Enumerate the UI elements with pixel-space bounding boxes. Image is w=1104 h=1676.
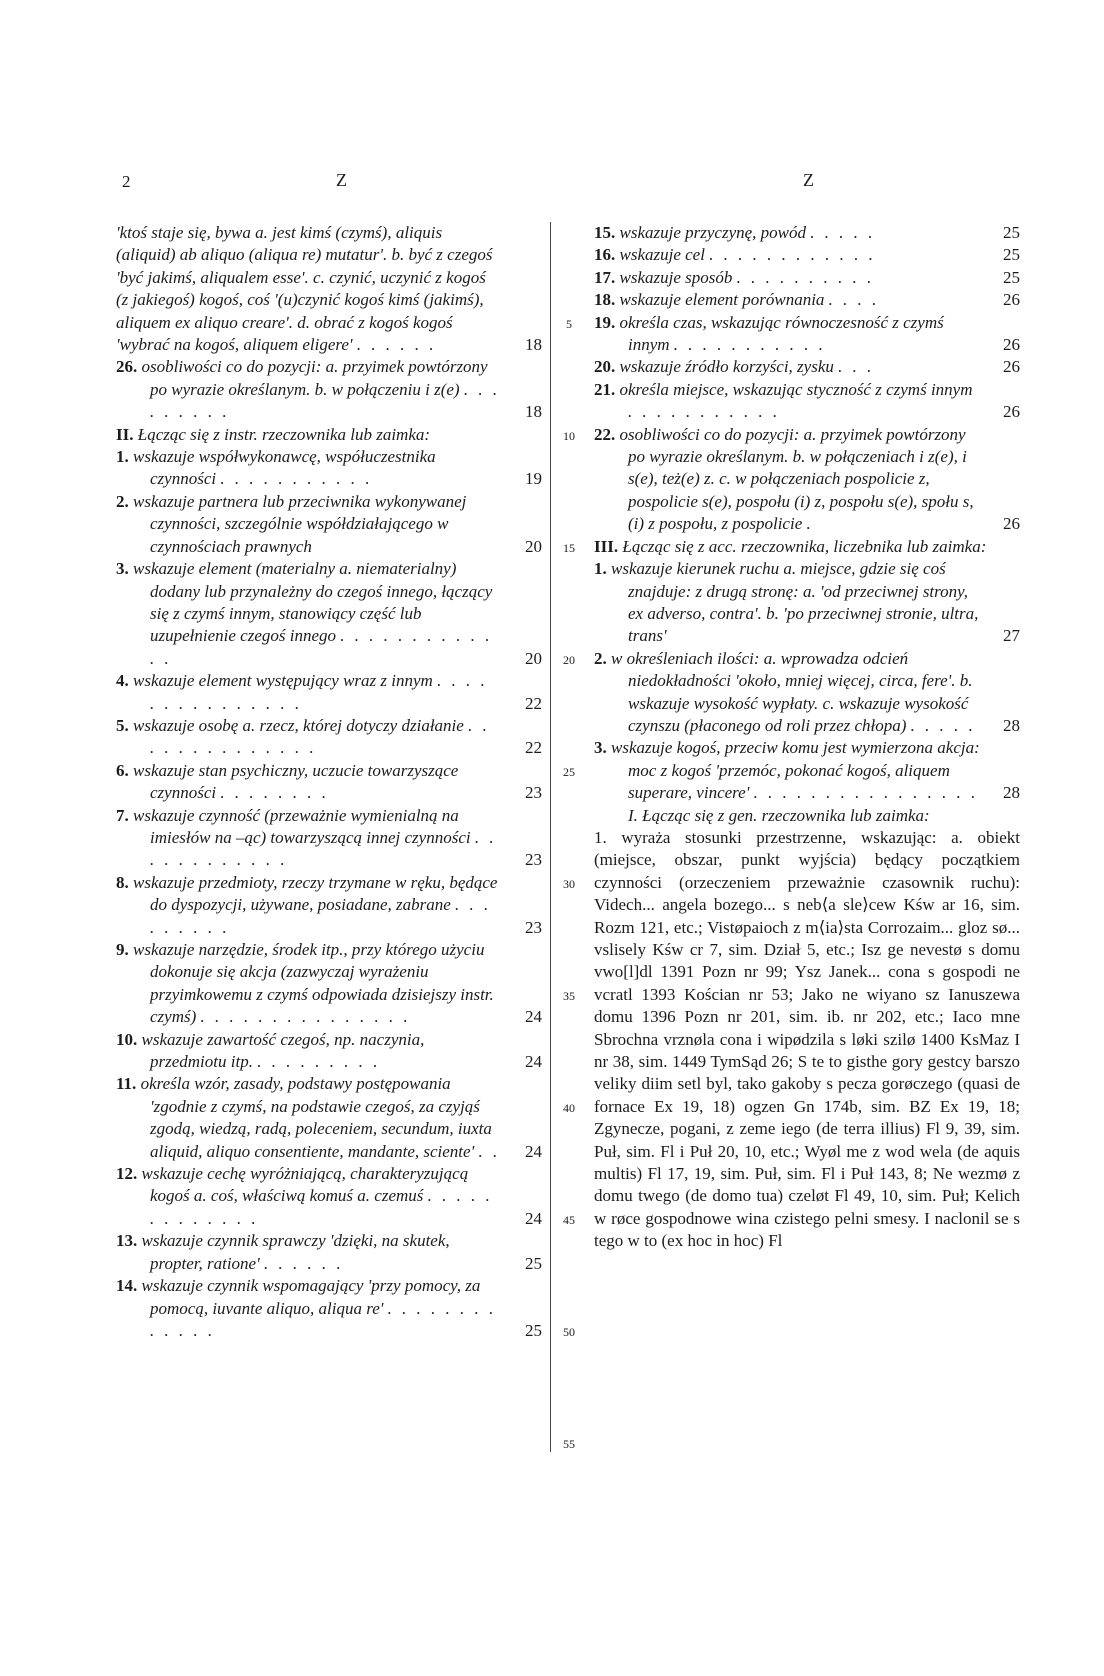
leader-dots: . . . . . . (263, 1253, 344, 1273)
entry-text (116, 356, 542, 423)
outline-entry (116, 1029, 542, 1074)
entry-description: Łącząc się z instr. rzeczownika lub zaimka: (137, 424, 431, 444)
page-reference: 26 (1003, 290, 1020, 310)
entry-number: 2. (116, 491, 129, 511)
entry-text (594, 267, 1020, 289)
outline-entry (594, 536, 1020, 558)
leader-dots: . . . . . . . . . . (736, 267, 875, 287)
entry-description: 1. wyraża stosunki przestrzenne, wskazując: a. obiekt (miejsce, obszar, punkt wyjścia) będący początkiem czynności (orzeczeniem przeważnie czasownik ruchu): Videch... angela bozego... s neb⟨a sle⟩cew Kśw ar 16, sim. Rozm 121, etc.; Vistøpaioch z m⟨ia⟩sta Corrozaim... gloz sø... vslisely Kśw cr 7, sim. Dział 5, etc.; Isz ge nevestø s domu vwo[l]dl 1391 Pozn nr 99; Ysz Janek... cona s gospodi ne vcratl 1393 Kościan nr 53; Jako ne wiyano sz Ianuszewa domu 1396 Pozn nr 201, sim. ib. nr 202, etc.; Iaco mne Sbrochna vrznøla cona i wipødzila s løki szilø 1400 KsMaz I nr 38, sim. 1449 TymSąd 26; S te to gisthe gory gestcy barszo veliky diim setl byl, tako gakoby s pecza gorøczego (quasi de fornace Ex 19, 18) ogzen Gn 174b, sim. BZ Ex 19, 18; Zgynecze, pogani, z zeme iego (de terra illius) Fl 9, 39, sim. Puł, sim. Fl i Puł 20, 10, etc.; Wyøl me z wod wela (de aquis multis) Fl 17, 19, sim. Puł, sim. Fl i Puł 143, 8; Ne wezmø z domu twego (de domo tua) czeløt Fl 49, 10, sim. Puł; Kelich w røce gospodnowe wina czistego pelni smesy. I naclonil se s tego w to (ex hoc in hoc) Fl (594, 827, 1020, 1251)
leader-dots: . . (478, 1141, 501, 1161)
leader-dots: . . . . . . . . . . . . . (150, 1186, 493, 1228)
line-number: 20 (563, 653, 575, 667)
leader-dots: . . . (838, 357, 875, 377)
entry-description: wskazuje współwykonawcę, współuczestnika czynności (133, 447, 436, 489)
entry-number: 2. (594, 648, 607, 668)
outline-entry (116, 1230, 542, 1275)
outline-entry (594, 827, 1020, 1253)
line-number: 15 (563, 541, 575, 555)
entry-text (594, 558, 1020, 648)
leader-dots: . . . . . . . . . . . . . . . (200, 1007, 411, 1027)
column-divider (550, 222, 551, 1452)
entry-text (116, 805, 542, 872)
entry-description: określa czas, wskazując równoczesność z czymś innym (619, 312, 944, 355)
outline-entry (116, 805, 542, 872)
entry-text (594, 244, 1020, 266)
page-reference: 19 (525, 469, 542, 489)
entry-description: wskazuje element występujący wraz z innym (133, 671, 433, 691)
left-column (116, 222, 542, 1342)
entry-number: 15. (594, 223, 616, 242)
entry-text (116, 715, 542, 760)
outline-entry (594, 737, 1020, 804)
line-number: 25 (563, 765, 575, 779)
outline-entry (116, 222, 542, 356)
line-number: 30 (563, 877, 575, 891)
entry-description: 'ktoś staje się, bywa a. jest kimś (czymś), aliquis (aliquid) ab aliquo (aliqua re) mutatur'. b. być z czegoś 'być jakimś, aliqualem esse'. c. czynić, uczynić z kogoś (z jakiegoś) kogoś, coś '(u)czynić kogoś kimś (jakimś), aliquem ex aliquo creare'. d. obrać z kogoś kogoś 'wybrać na kogoś, aliquem eligere' (116, 223, 493, 355)
page-reference: 25 (1003, 223, 1020, 242)
page-reference: 18 (525, 335, 542, 355)
entry-description: określa miejsce, wskazując styczność z czymś innym (619, 379, 973, 399)
entry-number: 1. (116, 447, 129, 467)
outline-entry (116, 446, 542, 491)
outline-entry (594, 805, 1020, 827)
page-reference: 23 (525, 850, 542, 870)
page-reference: 24 (525, 1052, 542, 1072)
entry-text (594, 648, 1020, 738)
entry-description: w określeniach ilości: a. wprowadza odcień niedokładności 'około, mniej więcej, circa, fere'. b. wskazuje wysokość wypłaty. c. wskazuje wysokość czynszu (płaconego od roli przez chłopa) (611, 648, 973, 735)
outline-entry (116, 356, 542, 423)
entry-text (116, 558, 542, 670)
outline-entry (116, 1163, 542, 1230)
entry-description: wskazuje zawartość czegoś, np. naczynia, przedmiotu itp. (141, 1029, 425, 1072)
page-reference: 23 (525, 783, 542, 803)
outline-entry (594, 267, 1020, 289)
leader-dots: . . . . . . . . . . . (220, 469, 373, 489)
page-reference: 25 (1003, 245, 1020, 265)
entry-text (594, 379, 1020, 424)
leader-dots: . . . . . . . . . . . (673, 335, 827, 355)
leader-dots: . . . . . . . . . (150, 895, 492, 937)
entry-text (594, 805, 1020, 827)
outline-entry (594, 424, 1020, 536)
leader-dots: . . . . . (810, 223, 876, 242)
entry-text (594, 536, 1020, 558)
outline-entry (594, 312, 1020, 357)
line-number: 5 (566, 317, 572, 331)
page-reference: 22 (525, 693, 542, 713)
leader-dots: . . . . . . . . . (257, 1052, 381, 1072)
entry-description: wskazuje czynność (przeważnie wymienialną na imiesłów na –ąc) towarzyszącą innej czynności (133, 805, 471, 847)
entry-description: wskazuje element (materialny a. niematerialny) dodany lub przynależny do czegoś innego, łączący się z czymś innym, stanowiący część lub uzupełnienie czegoś innego (133, 559, 493, 646)
leader-dots: . . . . . . . . . . . . (150, 827, 497, 870)
outline-entry (116, 939, 542, 1029)
page-reference: 24 (525, 1208, 542, 1228)
page-number: 2 (122, 172, 131, 191)
entry-text (116, 424, 542, 446)
outline-entry (116, 760, 542, 805)
page-reference: 18 (525, 402, 542, 422)
page-reference: 26 (1003, 514, 1020, 534)
line-number: 35 (563, 989, 575, 1003)
outline-entry (594, 379, 1020, 424)
entry-text (116, 1230, 542, 1275)
leader-dots: . . . . . . . . . . . . . . (150, 715, 490, 758)
entry-number: 3. (594, 738, 607, 758)
outline-entry (116, 424, 542, 446)
entry-number: 10. (116, 1029, 138, 1049)
entry-text (594, 312, 1020, 357)
entry-description: wskazuje element porównania (619, 290, 825, 310)
entry-description: wskazuje kogoś, przeciw komu jest wymierzona akcja: moc z kogoś 'przemóc, pokonać kogoś, aliquem superare, vincere' (611, 738, 980, 803)
entry-description: wskazuje kierunek ruchu a. miejsce, gdzie się coś znajduje: z drugą stronę: a. 'od przeciwnej strony, ex adverso, contra'. b. 'po przeciwnej stronie, ultra, trans' (611, 559, 979, 646)
entry-text (116, 1163, 542, 1230)
leader-dots: . . . . . . . . . . . (628, 402, 781, 422)
left-column-heading: Z (336, 170, 347, 190)
page-reference: 26 (1003, 335, 1020, 355)
page-reference: 25 (525, 1320, 542, 1340)
entry-text (116, 670, 542, 715)
page-reference: 26 (1003, 357, 1020, 377)
entry-description: Łącząc się z acc. rzeczownika, liczebnika lub zaimka: (622, 536, 987, 556)
entry-number: 22. (594, 424, 616, 444)
entry-number: 26. (116, 357, 138, 377)
leader-dots: . . . . . . . . (220, 783, 330, 803)
entry-number: 16. (594, 245, 616, 265)
entry-description: I. Łącząc się z gen. rzeczownika lub zaimka: (628, 805, 930, 825)
leader-dots: . . . . (828, 290, 880, 310)
entry-text (116, 872, 542, 939)
entry-description: wskazuje osobę a. rzecz, której dotyczy działanie (133, 715, 464, 735)
entry-description: wskazuje przedmioty, rzeczy trzymane w ręku, będące do dyspozycji, używane, posiadane, zabrane (133, 872, 498, 915)
entry-number: II. (116, 424, 134, 444)
entry-number: 1. (594, 559, 607, 579)
entry-text (116, 491, 542, 558)
entry-text (594, 222, 1020, 244)
leader-dots: . . . . . . . . . . . . . (150, 626, 493, 668)
leader-dots: . . . . . . . . . (150, 379, 501, 422)
entry-number: 17. (594, 267, 616, 287)
entry-number: 11. (116, 1074, 137, 1094)
entry-description: wskazuje cechę wyróżniającą, charakteryzującą kogoś a. coś, właściwą komuś a. czemuś (141, 1164, 469, 1206)
line-number: 50 (563, 1325, 575, 1339)
page-reference: 23 (525, 917, 542, 937)
entry-text (594, 737, 1020, 804)
page-reference: 24 (525, 1007, 542, 1027)
entry-description: wskazuje czynnik wspomagający 'przy pomocy, za pomocą, iuvante aliquo, aliqua re' (141, 1276, 481, 1318)
entry-description: wskazuje sposób (619, 267, 733, 287)
page-reference: 25 (1003, 267, 1020, 287)
entry-description: osobliwości co do pozycji: a. przyimek powtórzony po wyrazie określanym. b. w połączeniach i z(e), i s(e), też(e) z. c. w połączeniach pospolicie z, pospolicie s(e), pospołu (i) z, pospołu s(e), społu s, (i) z pospołu, z pospolicie (619, 424, 974, 534)
page-reference: 20 (525, 536, 542, 556)
entry-number: 8. (116, 872, 129, 892)
page-reference: 22 (525, 738, 542, 758)
entry-description: wskazuje źródło korzyści, zysku (619, 357, 834, 377)
entry-text (116, 1029, 542, 1074)
entry-number: 19. (594, 312, 616, 332)
entry-number: III. (594, 536, 619, 556)
entry-description: wskazuje stan psychiczny, uczucie towarzyszące czynności (133, 760, 459, 803)
line-number: 55 (563, 1437, 575, 1451)
outline-entry (594, 648, 1020, 738)
outline-entry (594, 222, 1020, 244)
page-reference: 28 (1003, 715, 1020, 735)
entry-text (594, 424, 1020, 536)
leader-dots: . . . . . (910, 715, 976, 735)
entry-description: wskazuje cel (619, 245, 705, 265)
entry-number: 6. (116, 760, 129, 780)
entry-description: wskazuje narzędzie, środek itp., przy którego użyciu dokonuje się akcja (zazwyczaj wyrażeniu przyimkowemu z czymś odpowiada dzisiejszy instr. czymś) (133, 940, 494, 1027)
page-reference: 25 (525, 1253, 542, 1273)
entry-number: 20. (594, 357, 616, 377)
entry-number: 4. (116, 671, 129, 691)
leader-dots: . . . . . . (356, 335, 437, 355)
page-reference: 27 (1003, 626, 1020, 646)
entry-text (116, 760, 542, 805)
leader-dots: . . . . . . . . . . . . . . . (150, 671, 488, 713)
outline-entry (116, 1275, 542, 1342)
entry-number: 12. (116, 1164, 138, 1184)
entry-text (116, 222, 542, 356)
page-reference: 26 (1003, 402, 1020, 422)
outline-entry (116, 670, 542, 715)
entry-text (594, 289, 1020, 311)
outline-entry (116, 715, 542, 760)
page-reference: 24 (525, 1141, 542, 1161)
line-number: 40 (563, 1101, 575, 1115)
entry-text (116, 1073, 542, 1163)
entry-text (116, 446, 542, 491)
entry-number: 18. (594, 290, 616, 310)
entry-description: wskazuje czynnik sprawczy 'dzięki, na skutek, propter, ratione' (141, 1231, 450, 1273)
outline-entry (594, 244, 1020, 266)
entry-description: wskazuje przyczynę, powód (619, 223, 807, 242)
entry-description: określa wzór, zasady, podstawy postępowania 'zgodnie z czymś, na podstawie czegoś, za czyjąś zgodą, wiedzą, radą, poleceniem, secundum, iuxta aliquid, aliquo consentiente, mandante, sciente' (140, 1074, 492, 1161)
leader-dots: . . . . . . . . . . . . . . . . (753, 783, 979, 803)
entry-text (594, 356, 1020, 378)
outline-entry (116, 1073, 542, 1163)
right-column (594, 222, 1020, 1253)
entry-description: osobliwości co do pozycji: a. przyimek powtórzony po wyrazie określanym. b. w połączeniu i z(e) (141, 357, 488, 399)
outline-entry (594, 558, 1020, 648)
entry-number: 14. (116, 1276, 138, 1296)
entry-description: wskazuje partnera lub przeciwnika wykonywanej czynności, szczególnie współdziałającego w czynnościach prawnych (133, 491, 467, 556)
entry-text (594, 827, 1020, 1253)
page-reference: 20 (525, 648, 542, 668)
leader-dots: . . . . . . . . . . . . . (150, 1298, 497, 1340)
outline-entry (594, 356, 1020, 378)
page-reference: 28 (1003, 783, 1020, 803)
outline-entry (594, 289, 1020, 311)
entry-number: 13. (116, 1231, 138, 1251)
right-column-heading: Z (803, 170, 814, 190)
leader-dots: . . . . . . . . . . . . (709, 245, 876, 265)
outline-entry (116, 558, 542, 670)
leader-dots: . (806, 514, 814, 534)
entry-text (116, 1275, 542, 1342)
entry-number: 21. (594, 379, 616, 399)
line-number: 10 (563, 429, 575, 443)
entry-number: 9. (116, 940, 129, 959)
outline-entry (116, 491, 542, 558)
entry-text (116, 939, 542, 1029)
outline-entry (116, 872, 542, 939)
entry-number: 5. (116, 715, 129, 735)
line-number: 45 (563, 1213, 575, 1227)
entry-number: 7. (116, 805, 129, 825)
entry-number: 3. (116, 559, 129, 579)
